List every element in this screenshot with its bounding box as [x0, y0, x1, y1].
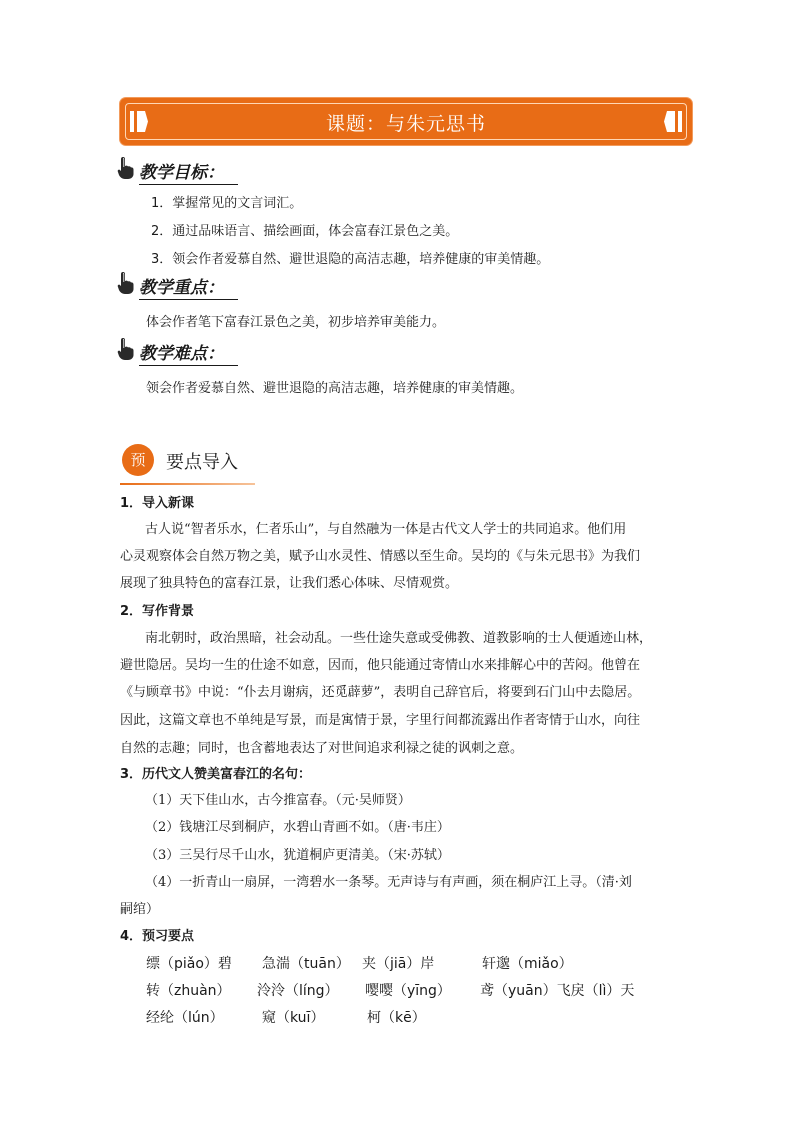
pinyin-item: 嘤嘤（yīng）	[365, 983, 451, 999]
objective-item: 3．领会作者爱慕自然、避世退隐的高洁志趣，培养健康的审美情趣。	[151, 252, 550, 267]
difficult-points-text: 领会作者爱慕自然、避世退隐的高洁志趣，培养健康的审美情趣。	[146, 381, 524, 396]
pinyin-item: 缥（piǎo）碧	[146, 956, 232, 972]
quote-line: 嗣绾）	[120, 902, 160, 917]
preview-title: 要点导入	[166, 452, 238, 473]
pinyin-item: 窥（kuī）	[262, 1010, 325, 1026]
preview-rule	[120, 483, 255, 485]
pinyin-item: 泠泠（líng）	[257, 983, 339, 999]
objectives-heading: 教学目标：	[139, 158, 238, 185]
quote-line: （1）天下佳山水，古今推富春。（元·吴师贤）	[145, 793, 411, 808]
background-line: 南北朝时，政治黑暗，社会动乱。一些仕途失意或受佛教、道教影响的士人便遁迹山林，	[145, 631, 653, 646]
intro-line: 展现了独具特色的富春江景，让我们悉心体味、尽情观赏。	[120, 576, 459, 591]
quote-line: （4）一折青山一扇屏，一湾碧水一条琴。无声诗与有声画，须在桐庐江上寻。（清·刘	[145, 875, 632, 890]
intro-line: 古人说“智者乐水，仁者乐山”，与自然融为一体是古代文人学士的共同追求。他们用	[145, 522, 627, 537]
quote-line: （2）钱塘江尽到桐庐，水碧山青画不如。（唐·韦庄）	[145, 820, 450, 835]
background-line: 避世隐居。吴均一生的仕途不如意，因而，他只能通过寄情山水来排解心中的苦闷。他曾在	[120, 658, 641, 673]
pinyin-item: 急湍（tuān）	[262, 956, 350, 972]
pinyin-item: 鸢（yuān）飞戾（lì）天	[480, 983, 635, 999]
pinyin-item: 夹（jiā）岸	[362, 956, 435, 972]
pinyin-item: 经纶（lún）	[146, 1010, 224, 1026]
title-banner	[120, 98, 692, 145]
right-bracket-icon	[664, 111, 682, 132]
intro-line: 心灵观察体会自然万物之美，赋予山水灵性、情感以至生命。吴均的《与朱元思书》为我们	[120, 549, 641, 564]
background-line: 因此，这篇文章也不单纯是写景，而是寓情于景，字里行间都流露出作者寄情于山水，向往	[120, 713, 641, 728]
objective-item: 1．掌握常见的文言词汇。	[151, 196, 303, 211]
quote-line: （3）三吴行尽千山水，犹道桐庐更清美。（宋·苏轼）	[145, 848, 450, 863]
hand-pointer-icon	[117, 271, 135, 295]
background-heading: 2．写作背景	[120, 604, 195, 619]
difficult-points-heading: 教学难点：	[139, 339, 238, 366]
preview-points-heading: 4．预习要点	[120, 929, 195, 944]
background-line: 《与顾章书》中说：“仆去月谢病，还觅薜萝”，表明自己辞官后，将要到石门山中去隐居。	[120, 685, 641, 700]
quotes-heading: 3．历代文人赞美富春江的名句：	[120, 767, 312, 782]
hand-pointer-icon	[117, 156, 135, 180]
key-points-text: 体会作者笔下富春江景色之美，初步培养审美能力。	[146, 315, 446, 330]
pinyin-item: 轩邈（miǎo）	[482, 956, 573, 972]
preview-badge: 预	[122, 444, 154, 476]
pinyin-item: 转（zhuàn）	[146, 983, 231, 999]
lesson-title: 课题：与朱元思书	[325, 113, 486, 135]
objective-item: 2．通过品味语言、描绘画面，体会富春江景色之美。	[151, 224, 459, 239]
key-points-heading: 教学重点：	[139, 273, 238, 300]
pinyin-item: 柯（kē）	[367, 1010, 426, 1026]
hand-pointer-icon	[117, 337, 135, 361]
preview-header	[120, 440, 255, 480]
intro-heading: 1．导入新课	[120, 496, 195, 511]
background-line: 自然的志趣；同时，也含蓄地表达了对世间追求利禄之徒的讽刺之意。	[120, 741, 524, 756]
